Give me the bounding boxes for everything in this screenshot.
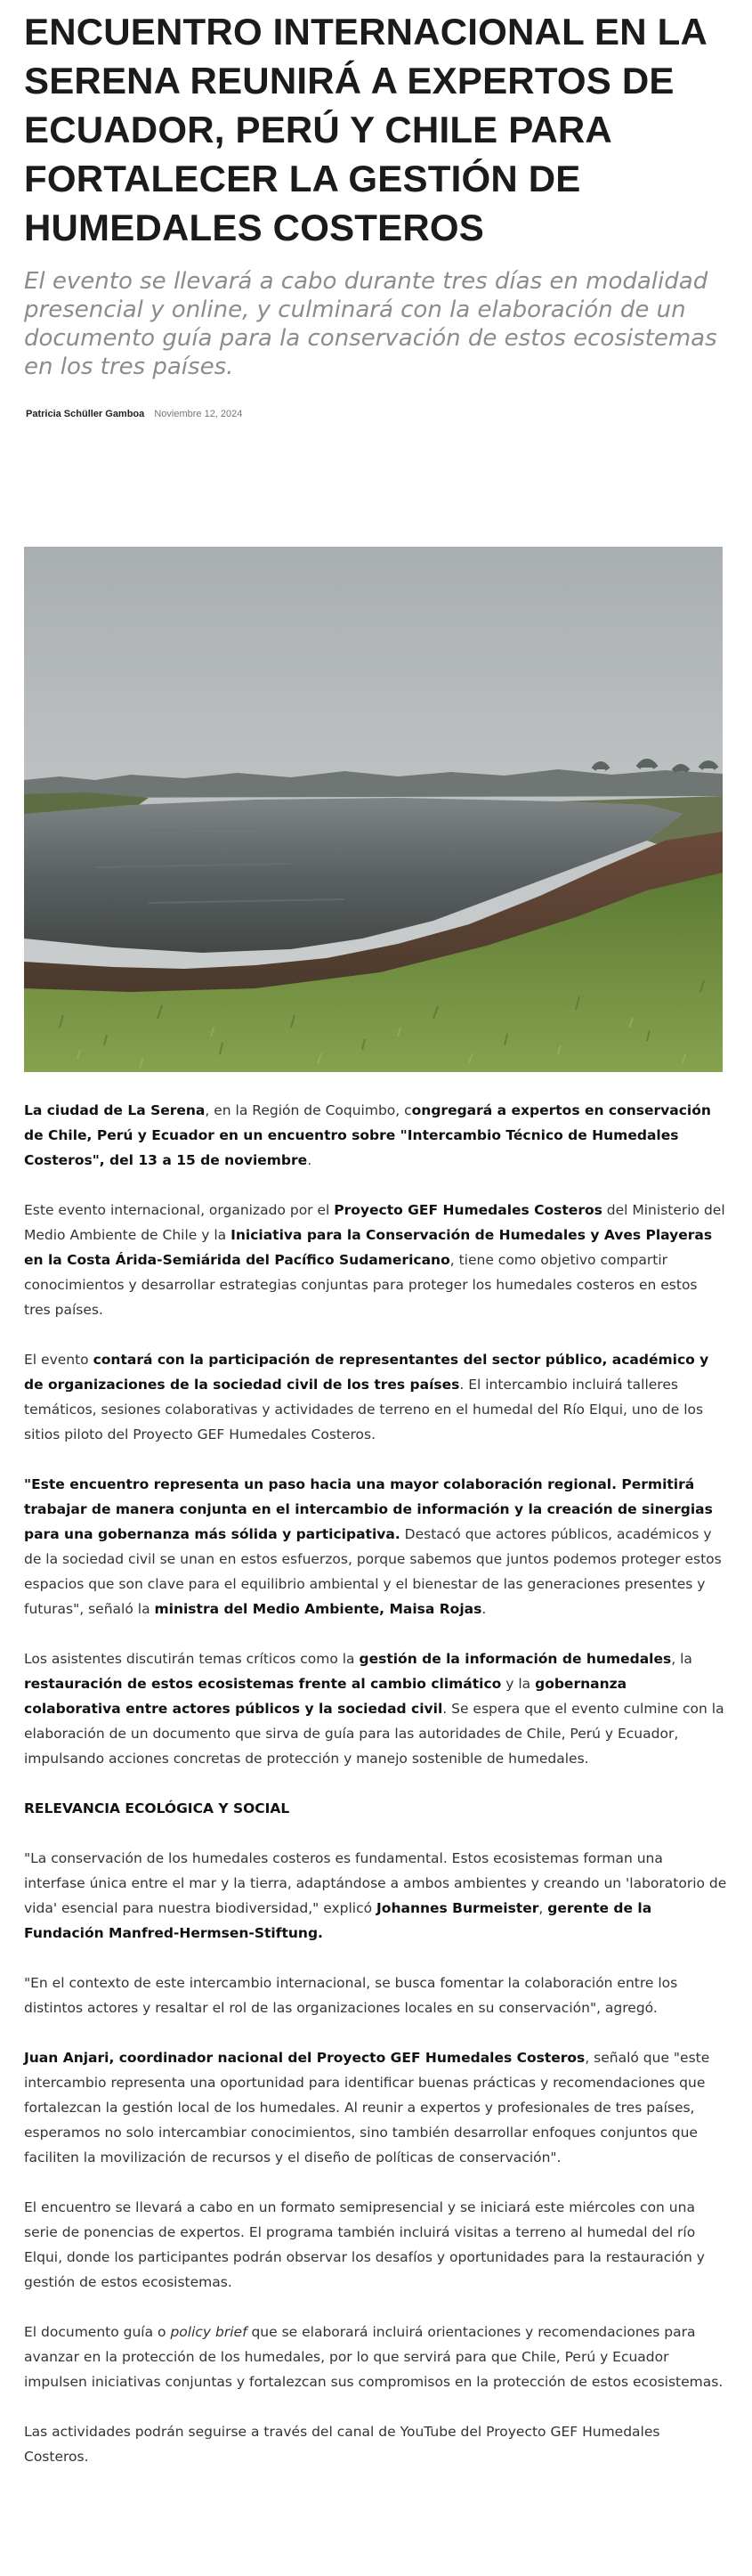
- paragraph-11: Las actividades podrán seguirse a través del canal de YouTube del Proyecto GEF Humedales Costeros.: [24, 2424, 660, 2465]
- paragraph-1: La ciudad de La Serena, en la Región de Coquimbo, congregará a expertos en conservación de Chile, Perú y Ecuador en un encuentro sobre "Intercambio Técnico de Humedales Costeros", del 13 a 15 de noviembre.: [24, 1102, 711, 1168]
- article-meta: [26, 409, 242, 419]
- author-link[interactable]: Patricia Schüller Gamboa: [26, 409, 145, 419]
- article-body: [24, 1098, 727, 2469]
- paragraph-4-quote: "Este encuentro representa un paso hacia una mayor colaboración regional. Permitirá trabajar de manera conjunta en el intercambio de información y la creación de sinergias para una gobernanza más sólida y participativa. Destacó que actores públicos, académicos y de la sociedad civil se unan en estos esfuerzos, porque sabemos que juntos podemos proteger estos espacios que son clave para el equilibrio ambiental y el bienestar de las generaciones presentes y futuras", señaló la ministra del Medio Ambiente, Maisa Rojas.: [24, 1476, 722, 1617]
- paragraph-10: El documento guía o policy brief que se elaborará incluirá orientaciones y recomendaciones para avanzar en la protección de los humedales, por lo que servirá para que Chile, Perú y Ecuador impulsen iniciativas conjuntas y fortalezcan sus compromisos en la protección de estos ecosistemas.: [24, 2324, 724, 2390]
- article-title: ENCUENTRO INTERNACIONAL EN LA SERENA REUNIRÁ A EXPERTOS DE ECUADOR, PERÚ Y CHILE PARA FORTALECER LA GESTIÓN DE HUMEDALES COSTEROS: [24, 11, 707, 248]
- article-subtitle: El evento se llevará a cabo durante tres días en modalidad presencial y online, y culminará con la elaboración de un documento guía para la conservación de estos ecosistemas en los tres países.: [24, 268, 717, 380]
- paragraph-2: Este evento internacional, organizado por el Proyecto GEF Humedales Costeros del Ministerio del Medio Ambiente de Chile y la Iniciativa para la Conservación de Humedales y Aves Playeras en la Costa Árida-Semiárida del Pacífico Sudamericano, tiene como objetivo compartir conocimientos y desarrollar estrategias conjuntas para proteger los humedales costeros en estos tres países.: [24, 1202, 725, 1318]
- paragraph-3: El evento contará con la participación de representantes del sector público, académico y de organizaciones de la sociedad civil de los tres países. El intercambio incluirá talleres temáticos, sesiones colaborativas y actividades de terreno en el humedal del Río Elqui, uno de los sitios piloto del Proyecto GEF Humedales Costeros.: [24, 1352, 709, 1442]
- paragraph-5: Los asistentes discutirán temas críticos como la gestión de la información de humedales, la restauración de estos ecosistemas frente al cambio climático y la gobernanza colaborativa entre actores públicos y la sociedad civil. Se espera que el evento culmine con la elaboración de un documento que sirva de guía para las autoridades de Chile, Perú y Ecuador, impulsando acciones concretas de protección y manejo sostenible de humedales.: [24, 1651, 724, 1767]
- wetland-photo: [24, 547, 723, 1072]
- paragraph-9: El encuentro se llevará a cabo en un formato semipresencial y se iniciará este miércoles con una serie de ponencias de expertos. El programa también incluirá visitas a terreno al humedal del río Elqui, donde los participantes podrán observar los desafíos y oportunidades para la restauración y gestión de estos ecosistemas.: [24, 2199, 705, 2290]
- paragraph-6: "La conservación de los humedales costeros es fundamental. Estos ecosistemas forman una interfase única entre el mar y la tierra, adaptándose a ambos ambientes y creando un 'laboratorio de vida' esencial para nuestra biodiversidad," explicó Johannes Burmeister, gerente de la Fundación Manfred-Hermsen-Stiftung.: [24, 1850, 727, 1941]
- paragraph-7: "En el contexto de este intercambio internacional, se busca fomentar la colaboración entre los distintos actores y resaltar el rol de las organizaciones locales en su conservación", agregó.: [24, 1975, 678, 2016]
- publish-date: Noviembre 12, 2024: [154, 409, 243, 419]
- section-heading: RELEVANCIA ECOLÓGICA Y SOCIAL: [24, 1800, 290, 1816]
- hero-image-wetland: [24, 547, 723, 1072]
- paragraph-8: Juan Anjari, coordinador nacional del Proyecto GEF Humedales Costeros, señaló que "este intercambio representa una oportunidad para identificar buenas prácticas y recomendaciones que fortalezcan la gestión local de los humedales. Al reunir a expertos y profesionales de tres países, esperamos no solo intercambiar conocimientos, sino también desarrollar enfoques conjuntos que faciliten la movilización de recursos y el diseño de políticas de conservación".: [24, 2050, 710, 2166]
